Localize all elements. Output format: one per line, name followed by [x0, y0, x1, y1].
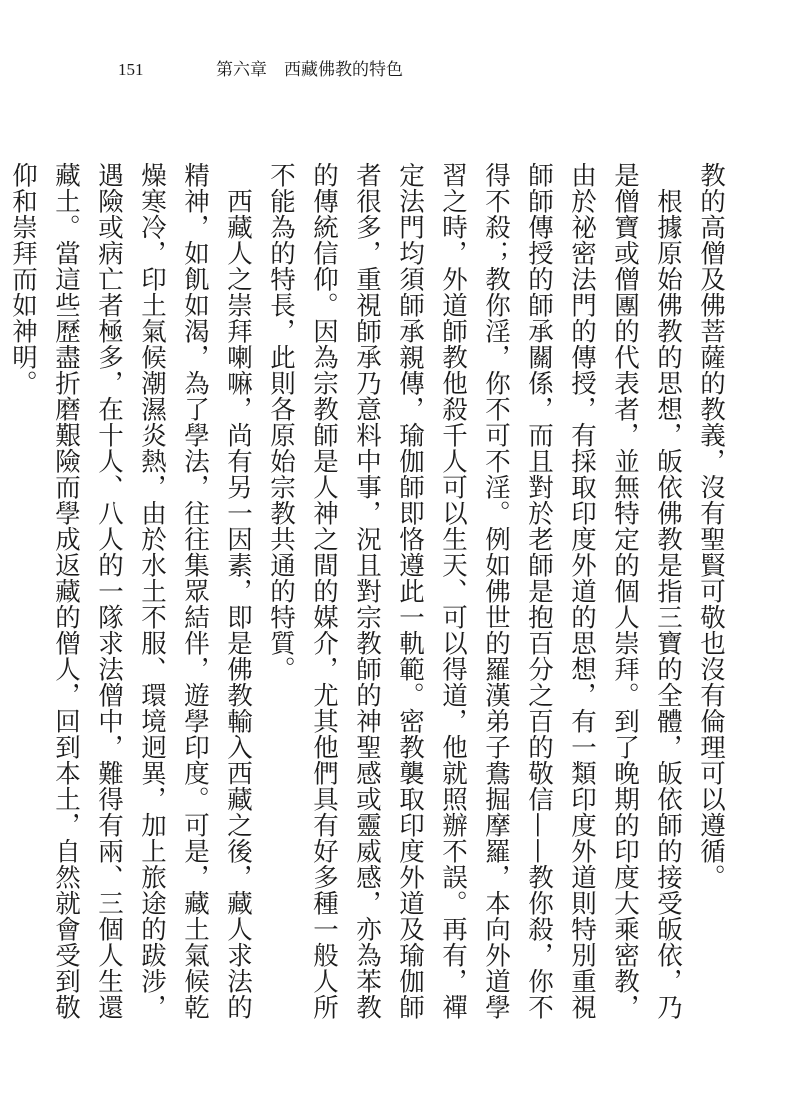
- chapter-title: 第六章 西藏佛教的特色: [216, 60, 403, 79]
- paragraph: 西藏人之崇拜喇嘛，尚有另一因素，即是佛教輸入西藏之後，藏人求法的精神，如飢如渴，為了學法，往往集眾結伴，遊學印度。可是，藏土氣候乾燥寒冷，印土氣候潮濕炎熱，由於水土不服、環境迥異，加上旅途的跋涉，遇險或病亡者極多，在十人、八人的一隊求法僧中，難得有兩、三個人生還藏土。當這些歷盡折磨艱險而學成返藏的僧人，回到本土，自然就會受到敬仰和崇拜而如神明。: [8, 162, 253, 1020]
- body-text: [8, 162, 732, 1042]
- page-number: 151: [118, 60, 144, 79]
- paragraph: 根據原始佛教的思想，皈依佛教是指三寶的全體，皈依師的接受皈依，乃是僧寶或僧團的代表者，並無特定的個人崇拜。到了晚期的印度大乘密教，由於祕密法門的傳授，有採取印度外道的思想，有一類印度外道則特別重視師師傳授的師承關係，而且對於老師是抱百分之百的敬信——教你殺，你不得不殺；教你淫，你不可不淫。例如佛世的羅漢弟子鴦掘摩羅，本向外道學習之時，外道師教他殺千人可以生天、可以得道，他就照辦不誤。再有，禪定法門均須師承親傳，瑜伽師即恪遵此一軌範。密教襲取印度外道及瑜伽師者很多，重視師承乃意料中事，況且對宗教師的神聖感或靈威感，亦為苯教的傳統信仰。因為宗教師是人神之間的媒介，尤其他們具有好多種一般人所不能為的特長，此則各原始宗教共通的特質。: [266, 162, 683, 1020]
- paragraph: 教的高僧及佛菩薩的教義，沒有聖賢可敬也沒有倫理可以遵循。: [696, 162, 726, 890]
